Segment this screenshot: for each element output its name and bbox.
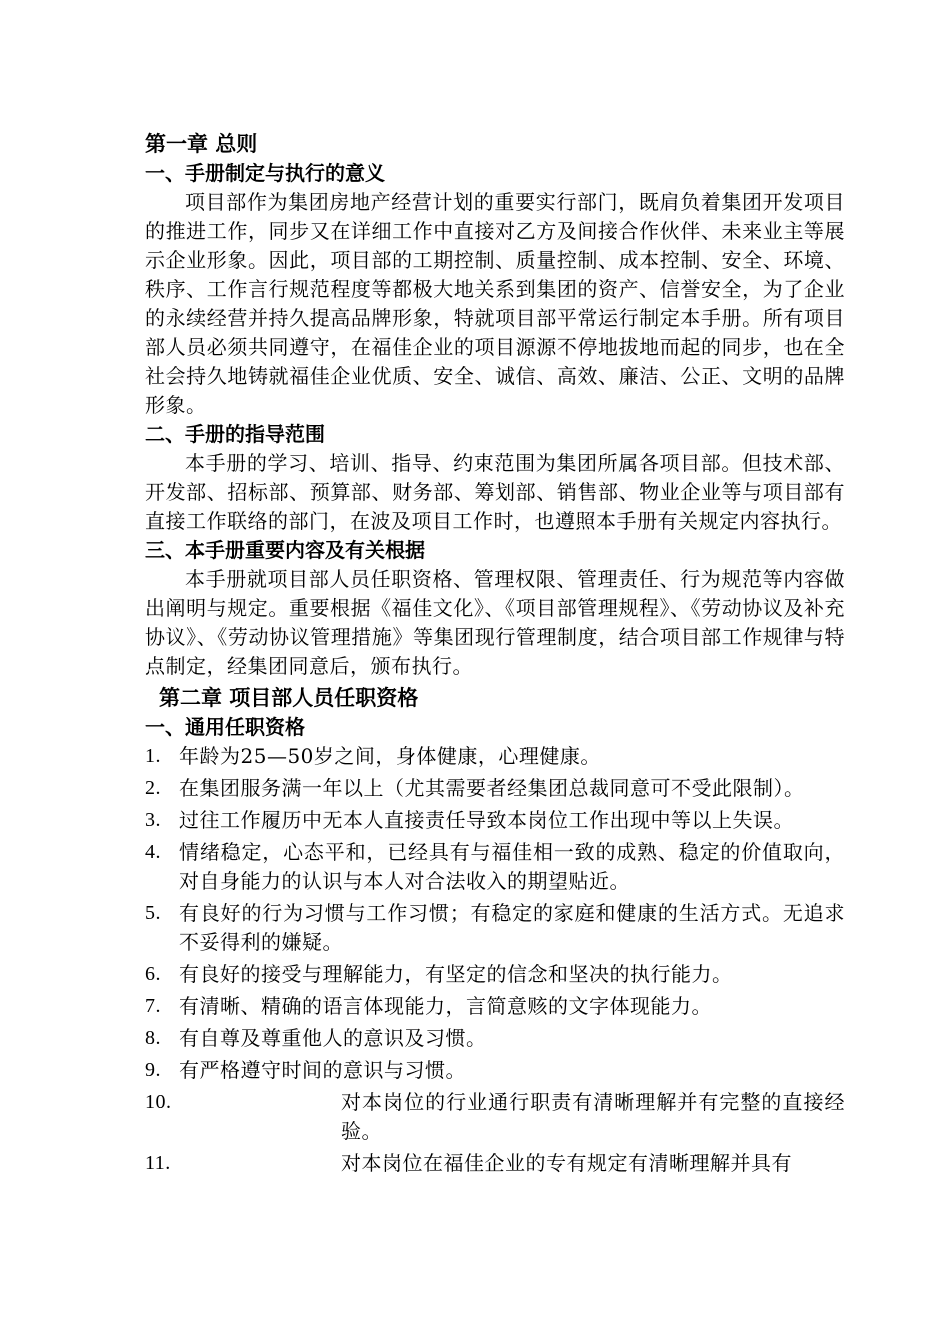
chapter-title: 第二章 项目部人员任职资格	[159, 685, 419, 710]
list-item-text: 对本岗位在福佳企业的专有规定有清晰理解并具有	[341, 1151, 792, 1175]
section-paragraph: 本手册就项目部人员任职资格、管理权限、管理责任、行为规范等内容做出阐明与规定。重要根据《福佳文化》、《项目部管理规程》、《劳动协议及补充协议》、《劳动协议管理措施》等集团现行管理制度，结合项目部工作规律与特点制定，经集团同意后，颁布执行。	[145, 567, 845, 678]
list-item-text: 有良好的接受与理解能力，有坚定的信念和坚决的执行能力。	[179, 962, 733, 986]
section-heading: 一、手册制定与执行的意义	[145, 161, 385, 185]
list-item-text: 年龄为25—50岁之间，身体健康，心理健康。	[179, 744, 601, 768]
section-paragraph: 项目部作为集团房地产经营计划的重要实行部门，既肩负着集团开发项目的推进工作，同步又在详细工作中直接对乙方及间接合作伙伴、未来业主等展示企业形象。因此，项目部的工期控制、质量控制、成本控制、安全、环境、秩序、工作言行规范程度等都极大地关系到集团的资产、信誉安全，为了企业的永续经营并持久提高品牌形象，特就项目部平常运行制定本手册。所有项目部人员必须共同遵守，在福佳企业的项目源源不停地拔地而起的同步，也在全社会持久地铸就福佳企业优质、安全、诚信、高效、廉洁、公正、文明的品牌形象。	[145, 190, 845, 417]
list-item-number: 6.	[145, 963, 161, 985]
qualification-list	[145, 742, 845, 1178]
section-heading: 一、通用任职资格	[145, 715, 305, 739]
list-item-number: 7.	[145, 995, 161, 1017]
list-item-number: 1.	[145, 745, 161, 767]
list-item	[145, 899, 845, 957]
list-item-text: 有自尊及尊重他人的意识及习惯。	[179, 1026, 487, 1050]
list-item-number: 9.	[145, 1059, 161, 1081]
list-item-number: 4.	[145, 841, 161, 863]
list-item-number: 3.	[145, 809, 161, 831]
list-item-text: 对本岗位的行业通行职责有清晰理解并有完整的直接经验。	[341, 1090, 845, 1143]
section-heading: 二、手册的指导范围	[145, 422, 325, 446]
document-content	[145, 128, 845, 1178]
list-item-text: 情绪稳定，心态平和，已经具有与福佳相一致的成熟、稳定的价值取向，对自身能力的认识与本人对合法收入的期望贴近。	[179, 840, 845, 893]
list-item-number: 5.	[145, 902, 161, 924]
list-item-number: 10.	[145, 1091, 172, 1113]
list-item-number: 11.	[145, 1152, 171, 1174]
list-item-number: 8.	[145, 1027, 161, 1049]
list-item	[145, 960, 845, 989]
list-item	[145, 1088, 845, 1146]
list-item-number: 2.	[145, 777, 161, 799]
list-item-text: 在集团服务满一年以上（尤其需要者经集团总裁同意可不受此限制）。	[179, 776, 805, 800]
section-paragraph: 本手册的学习、培训、指导、约束范围为集团所属各项目部。但技术部、开发部、招标部、预算部、财务部、筹划部、销售部、物业企业等与项目部有直接工作联络的部门，在波及项目工作时，也遵照本手册有关规定内容执行。	[145, 451, 845, 533]
list-item-text: 有清晰、精确的语言体现能力，言简意赅的文字体现能力。	[179, 994, 712, 1018]
list-item	[145, 1024, 845, 1053]
list-item	[145, 774, 845, 803]
list-item	[145, 1056, 845, 1085]
chapter-title: 第一章 总则	[145, 131, 258, 156]
list-item-text: 有良好的行为习惯与工作习惯；有稳定的家庭和健康的生活方式。无追求不妥得利的嫌疑。	[179, 901, 845, 954]
list-item-text: 过往工作履历中无本人直接责任导致本岗位工作出现中等以上失误。	[179, 808, 794, 832]
list-item	[145, 992, 845, 1021]
list-item	[145, 838, 845, 896]
list-item	[145, 742, 845, 771]
list-item-text: 有严格遵守时间的意识与习惯。	[179, 1058, 466, 1082]
list-item	[145, 1149, 845, 1178]
list-item	[145, 806, 845, 835]
section-heading: 三、本手册重要内容及有关根据	[145, 538, 425, 562]
